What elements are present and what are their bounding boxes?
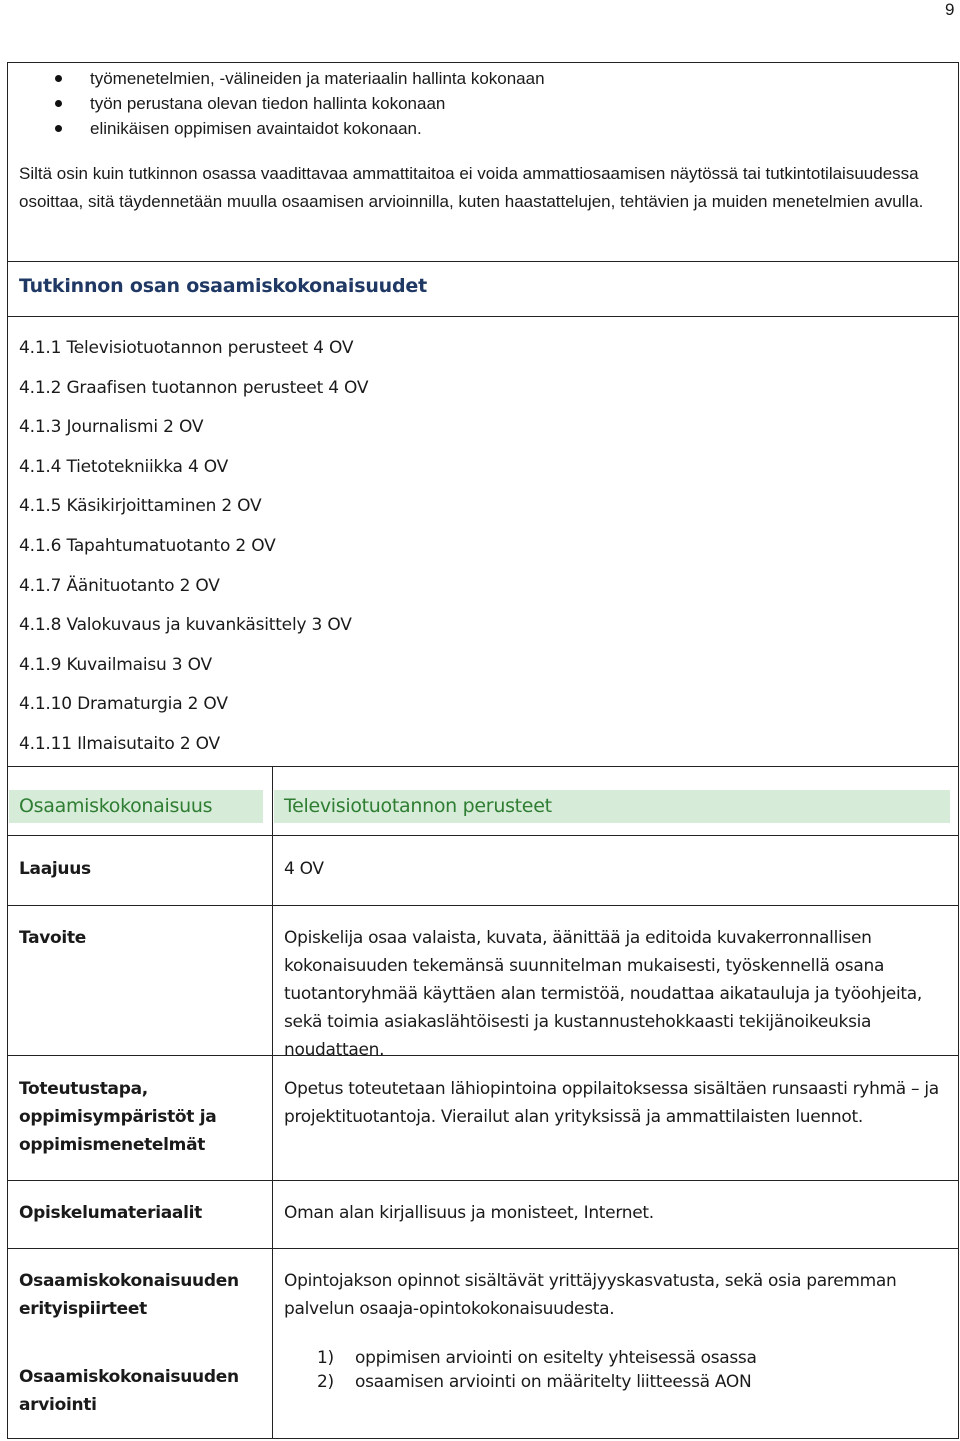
row-value-opiskelumateriaalit: Oman alan kirjallisuus ja monisteet, Internet. (284, 1203, 654, 1223)
list-item (317, 1370, 757, 1394)
bullet-text: elinikäisen oppimisen avaintaidot kokonaan. (90, 119, 422, 138)
page-number: 9 (945, 0, 955, 19)
divider (8, 835, 958, 836)
list-item: 4.1.3 Journalismi 2 OV (19, 417, 204, 438)
list-item: 4.1.2 Graafisen tuotannon perusteet 4 OV (19, 377, 369, 398)
intro-bullet-list (8, 66, 545, 141)
list-item: 4.1.5 Käsikirjoittaminen 2 OV (19, 496, 262, 517)
row-label-arviointi: Osaamiskokonaisuuden arviointi (19, 1367, 239, 1415)
evaluation-list (317, 1346, 757, 1394)
bullet-icon (55, 75, 62, 82)
divider (8, 766, 958, 767)
row-label-toteutustapa: Toteutustapa, oppimisympäristöt ja oppimismenetelmät (19, 1079, 217, 1155)
list-item: 4.1.8 Valokuvaus ja kuvankäsittely 3 OV (19, 615, 352, 636)
divider (8, 1248, 958, 1249)
divider (8, 261, 958, 262)
bullet-text: työmenetelmien, -välineiden ja materiaalin hallinta kokonaan (90, 69, 545, 88)
list-item: 4.1.10 Dramaturgia 2 OV (19, 694, 228, 715)
row-value-erityispiirteet: Opintojakson opinnot sisältävät yrittäjyyskasvatusta, sekä osia paremman palvelun osaaja-opintokokonaisuudesta. (284, 1271, 897, 1319)
list-number: 1) (317, 1348, 334, 1368)
row-label-tavoite: Tavoite (19, 928, 87, 948)
column-divider (272, 766, 273, 1438)
list-item (8, 66, 545, 91)
list-number: 2) (317, 1372, 334, 1392)
bullet-icon (55, 125, 62, 132)
divider (8, 905, 958, 906)
bullet-text: työn perustana olevan tiedon hallinta kokonaan (90, 94, 446, 113)
row-value-tavoite: Opiskelija osaa valaista, kuvata, äänittää ja editoida kuvakerronnallisen kokonaisuuden tekemänsä suunnitelman mukaisesti, työskennellä osana tuotantoryhmää käyttäen alan termistöä, noudattaa aikatauluja ja työohjeita, sekä toimia asiakaslähtöisesti ja kustannustehokkaasti tekijänoikeuksia noudattaen. (284, 928, 922, 1060)
header-value: Televisiotuotannon perusteet (284, 795, 552, 817)
list-item (317, 1346, 757, 1370)
row-value-laajuus: 4 OV (284, 859, 324, 879)
module-list (19, 329, 368, 765)
header-label: Osaamiskokonaisuus (19, 795, 213, 817)
intro-paragraph: Siltä osin kuin tutkinnon osassa vaadittavaa ammattitaitoa ei voida ammattiosaamisen näytössä tai tutkintotilaisuudessa osoittaa, sitä täydennetään muulla osaamisen arvioinnilla, kuten haastattelujen, tehtävien ja muiden menetelmien avulla. (19, 164, 924, 211)
bullet-icon (55, 100, 62, 107)
list-text: oppimisen arviointi on esitelty yhteisessä osassa (355, 1348, 757, 1368)
document-table (7, 62, 959, 1439)
row-label-erityispiirteet: Osaamiskokonaisuuden erityispiirteet (19, 1271, 239, 1319)
divider (8, 1180, 958, 1181)
list-item: 4.1.1 Televisiotuotannon perusteet 4 OV (19, 338, 354, 358)
list-item: 4.1.9 Kuvailmaisu 3 OV (19, 654, 212, 675)
list-item (8, 91, 545, 116)
list-item: 4.1.4 Tietotekniikka 4 OV (19, 456, 229, 477)
list-item (8, 116, 545, 141)
row-value-toteutustapa: Opetus toteutetaan lähiopintoina oppilaitoksessa sisältäen runsaasti ryhmä – ja projektituotantoja. Vierailut alan yrityksissä ja ammattilaisten luennot. (284, 1079, 939, 1127)
row-label-opiskelumateriaalit: Opiskelumateriaalit (19, 1203, 202, 1223)
row-label-laajuus: Laajuus (19, 859, 91, 879)
section-heading: Tutkinnon osan osaamiskokonaisuudet (19, 275, 427, 297)
list-text: osaamisen arviointi on määritelty liitteessä AON (355, 1372, 752, 1392)
list-item: 4.1.7 Äänituotanto 2 OV (19, 575, 220, 596)
list-item: 4.1.6 Tapahtumatuotanto 2 OV (19, 535, 276, 556)
list-item: 4.1.11 Ilmaisutaito 2 OV (19, 733, 220, 754)
divider (8, 316, 958, 317)
